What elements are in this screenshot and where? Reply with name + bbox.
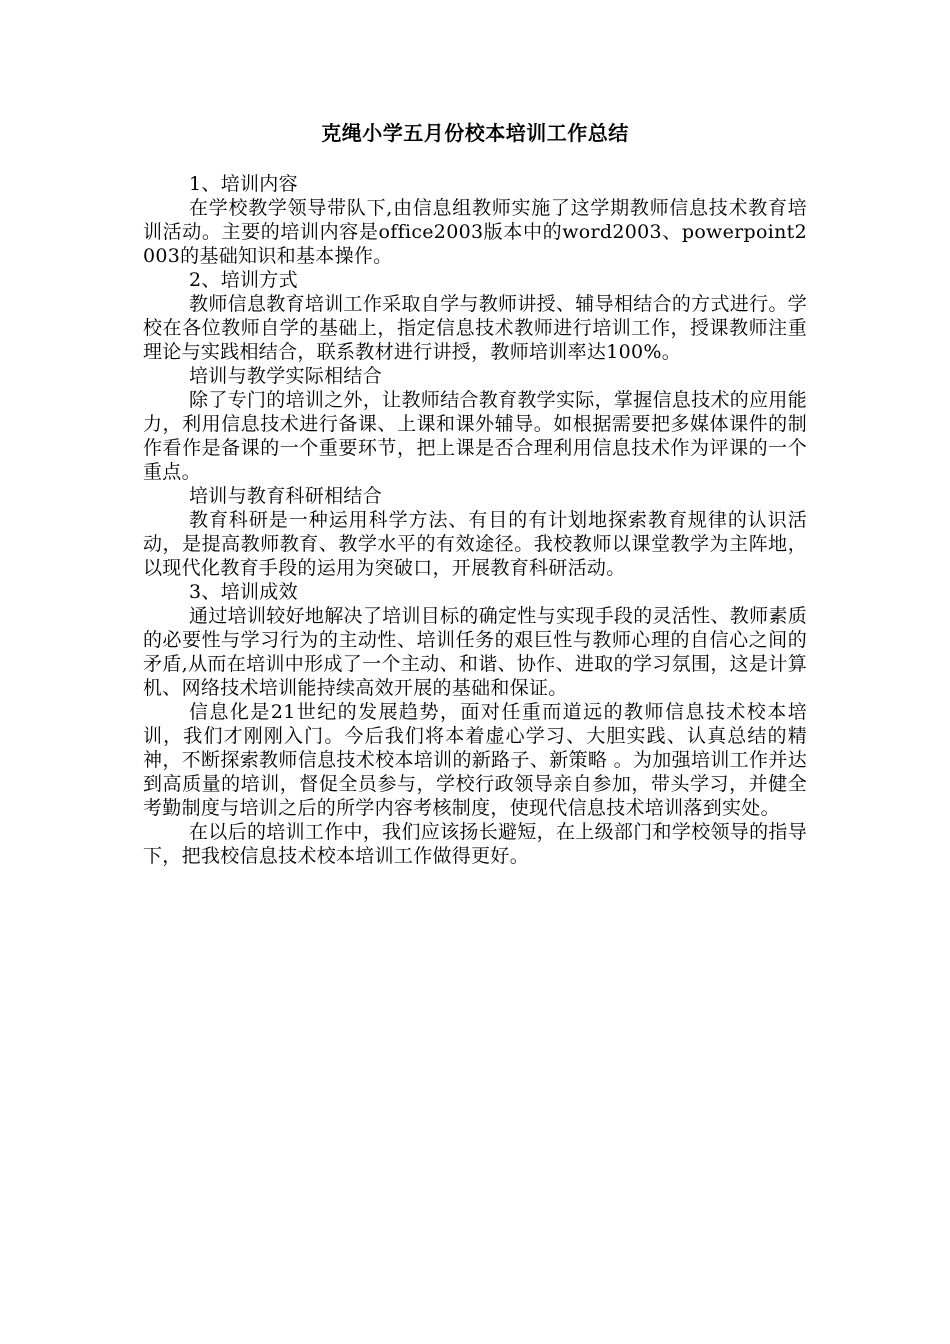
paragraph-informatization: 信息化是21世纪的发展趋势，面对任重而道远的教师信息技术校本培训，我们才刚刚入门。今后我们将本着虚心学习、大胆实践、认真总结的精神，不断探索教师信息技术校本培训的新路子、新策略 。为加强培训工作并达到高质量的培训，督促全员参与，学校行政领导亲自参加，带头学习，并健全考勤制度与培训之后的所学内容考核制度，使现代信息技术培训落到实处。 [143,701,807,819]
paragraph-content: 在学校教学领导带队下,由信息组教师实施了这学期教师信息技术教育培训活动。主要的培训内容是office2003版本中的word2003、powerpoint2003的基础知识和基本操作。 [143,197,807,267]
paragraph-teaching: 除了专门的培训之外，让教师结合教育教学实际，掌握信息技术的应用能力，利用信息技术进行备课、上课和课外辅导。如根据需要把多媒体课件的制作看作是备课的一个重要环节，把上课是否合理利用信息技术作为评课的一个重点。 [143,389,807,483]
section-heading-results: 3、培训成效 [189,581,298,603]
paragraph-results: 通过培训较好地解决了培训目标的确定性与实现手段的灵活性、教师素质的必要性与学习行为的主动性、培训任务的艰巨性与教师心理的自信心之间的矛盾,从而在培训中形成了一个主动、和谐、协作、进取的学习氛围，这是计算机、网络技术培训能持续高效开展的基础和保证。 [143,605,807,699]
paragraph-method: 教师信息教育培训工作采取自学与教师讲授、辅导相结合的方式进行。学校在各位教师自学的基础上，指定信息技术教师进行培训工作，授课教师注重理论与实践相结合，联系教材进行讲授，教师培训率达100%。 [143,293,807,363]
paragraph-research: 教育科研是一种运用科学方法、有目的有计划地探索教育规律的认识活动，是提高教师教育、教学水平的有效途径。我校教师以课堂教学为主阵地，以现代化教育手段的运用为突破口，开展教育科研活动。 [143,509,807,579]
document-body [143,118,807,868]
section-heading-research: 培训与教育科研相结合 [189,485,383,507]
section-heading-teaching: 培训与教学实际相结合 [189,365,383,387]
paragraph-conclusion: 在以后的培训工作中，我们应该扬长避短，在上级部门和学校领导的指导下，把我校信息技术校本培训工作做得更好。 [143,821,807,867]
section-heading-content: 1、培训内容 [189,173,298,195]
document-title: 克绳小学五月份校本培训工作总结 [321,121,629,145]
section-heading-method: 2、培训方式 [189,269,298,291]
